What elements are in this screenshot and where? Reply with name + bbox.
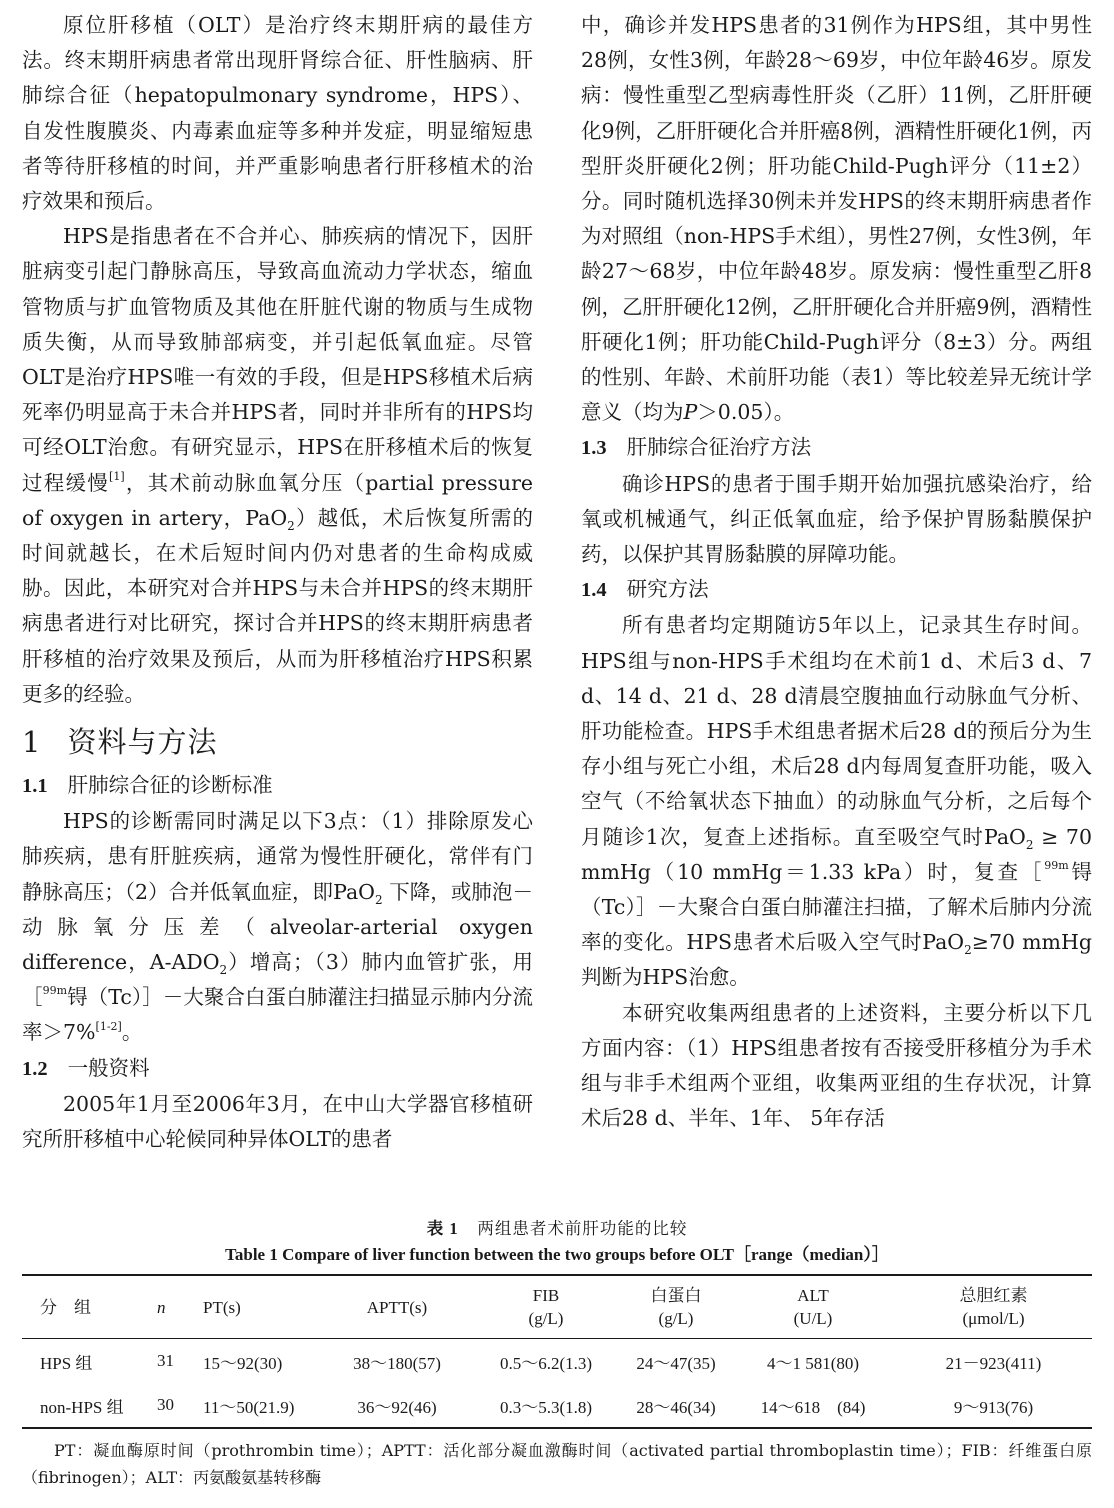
header-aptt: APTT(s)	[366, 1297, 428, 1317]
header-albumin: 白蛋白 (g/L)	[650, 1286, 702, 1328]
methods-paragraph: 所有患者均定期随访5年以上，记录其生存时间。HPS组与non-HPS手术组均在术前1 d、术后3 d、7 d、14 d、21 d、28 d清晨空腹抽血行动脉血气分析、肝功能检查。HPS手术组患者据术后28 d的预后分为生存小组与死亡小组，术后28 d内每周复查肝功能，吸入空气（不给氧状态下抽血）的动脉血气分析，之后每个月随诊1次，复查上述指标。直至吸空气时PaO$_2$ ≥ 70 mmHg（10 mmHg＝1.33 kPa）时，复查［$^{99m}$锝（Tc）］－大聚合白蛋白肺灌注扫描，了解术后肺内分流率的变化。HPS患者术后吸入空气时PaO$_2$≥70 mmHg判断为HPS治愈。	[581, 613, 1092, 990]
liver-function-table	[22, 1274, 1092, 1429]
subsection-heading-1-3: 1.3 肝肺综合征治疗方法	[581, 435, 812, 460]
left-column	[22, 8, 533, 1157]
general-data-paragraph-start: 2005年1月至2006年3月，在中山大学器官移植研究所肝移植中心轮候同种异体OLT的患者	[22, 1091, 533, 1152]
header-alt: ALT (U/L)	[793, 1286, 833, 1328]
table-1	[22, 1216, 1092, 1491]
right-column	[581, 8, 1092, 1137]
citation-ref: [1-2]	[95, 1019, 122, 1033]
subsection-heading-1-4: 1.4 研究方法	[581, 577, 709, 602]
table-header-row	[22, 1275, 1092, 1339]
hps-definition-paragraph: HPS是指患者在不合并心、肺疾病的情况下，因肝脏病变引起门静脉高压，导致高血流动力学状态，缩血管物质与扩血管物质及其他在肝脏代谢的物质与生成物质失衡，从而导致肺部病变，并引起低氧血症。尽管OLT是治疗HPS唯一有效的手段，但是HPS移植术后病死率仍明显高于未合并HPS者，同时并非所有的HPS均可经OLT治愈。有研究显示，HPS在肝移植术后的恢复过程缓慢[1]，其术前动脉血氧分压（partial pressure of oxygen in artery，PaO$_2$）越低，术后恢复所需的时间就越长，在术后短时间内仍对患者的生命构成威胁。因此，本研究对合并HPS与未合并HPS的终末期肝病患者进行对比研究，探讨合并HPS的终末期肝病患者肝移植的治疗效果及预后，从而为肝移植治疗HPS积累更多的经验。	[22, 224, 533, 706]
subsection-heading-1-1: 1.1 肝肺综合征的诊断标准	[22, 773, 273, 798]
diagnosis-criteria-paragraph: HPS的诊断需同时满足以下3点：（1）排除原发心肺疾病，患有肝脏疾病，通常为慢性肝硬化，常伴有门静脉高压；（2）合并低氧血症，即PaO$_2$ 下降，或肺泡－动脉氧分压差（alveolar-arterial oxygen difference，$A-ADO_2$）增高；（3）肺内血管扩张，用［$^{99m}$锝（Tc）］－大聚合白蛋白肺灌注扫描显示肺内分流率＞7%[1-2]。	[22, 809, 534, 1045]
general-data-paragraph-cont: 中，确诊并发HPS患者的31例作为HPS组，其中男性28例，女性3例，年龄28～69岁，中位年龄46岁。原发病：慢性重型乙型病毒性肝炎（乙肝）11例，乙肝肝硬化9例，乙肝肝硬化合并肝癌8例，酒精性肝硬化1例，丙型肝炎肝硬化2例；肝功能Child-Pugh评分（11±2）分。同时随机选择30例未并发HPS的终末期肝病患者作为对照组（non-HPS手术组），男性27例，女性3例，年龄27～68岁，中位年龄48岁。原发病：慢性重型乙肝8例，乙肝肝硬化12例，乙肝肝硬化合并肝癌9例，酒精性肝硬化1例；肝功能Child-Pugh评分（8±3）分。两组的性别、年龄、术前肝功能（表1）等比较差异无统计学意义（均为P＞0.05）。	[581, 13, 1092, 425]
intro-paragraph: 原位肝移植（OLT）是治疗终末期肝病的最佳方法。终末期肝病患者常出现肝肾综合征、肝性脑病、肝肺综合征（hepatopulmonary syndrome，HPS）、自发性腹膜炎、内毒素血症等多种并发症，明显缩短患者等待肝移植的时间，并严重影响患者行肝移植术的治疗效果和预后。	[22, 13, 533, 214]
header-bilirubin: 总胆红素 (μmol/L)	[959, 1286, 1028, 1328]
table-footnote: PT：凝血酶原时间（prothrombin time）；APTT：活化部分凝血激酶时间（activated partial thromboplastin time）；FIB：纤维蛋白原（fibrinogen）；ALT：丙氨酸氨基转移酶	[22, 1441, 1092, 1487]
table-caption-cn: 表 1 两组患者术前肝功能的比较	[426, 1219, 688, 1238]
header-n: n	[157, 1297, 166, 1317]
treatment-paragraph: 确诊HPS的患者于围手期开始加强抗感染治疗，给氧或机械通气，纠正低氧血症，给予保护胃肠黏膜保护药，以保护其胃肠黏膜的屏障功能。	[581, 471, 1092, 567]
table-row: non-HPS 组 30 11～50(21.9) 36～92(46) 0.3～5.3(1.8) 28～46(34) 14～618 (84) 9～913(76)	[22, 1383, 1092, 1428]
citation-ref: [1]	[109, 469, 125, 483]
table-row: HPS 组 31 15～92(30) 38～180(57) 0.5～6.2(1.3) 24～47(35) 4～1 581(80) 21－923(411)	[40, 1351, 1042, 1373]
subsection-heading-1-2: 1.2 一般资料	[22, 1055, 150, 1080]
analysis-paragraph: 本研究收集两组患者的上述资料，主要分析以下几方面内容：（1）HPS组患者按有否接受肝移植分为手术组与非手术组两个亚组，收集两亚组的生存状况，计算术后28 d、半年、1年、 5年存活	[581, 1000, 1092, 1131]
header-group: 分 组	[40, 1297, 91, 1317]
table-caption-en: Table 1 Compare of liver function between the two groups before OLT［range（median）］	[225, 1245, 889, 1264]
header-fib: FIB (g/L)	[528, 1286, 564, 1328]
header-pt: PT(s)	[203, 1297, 241, 1317]
section-heading-materials-methods: 1 资料与方法	[22, 725, 218, 760]
